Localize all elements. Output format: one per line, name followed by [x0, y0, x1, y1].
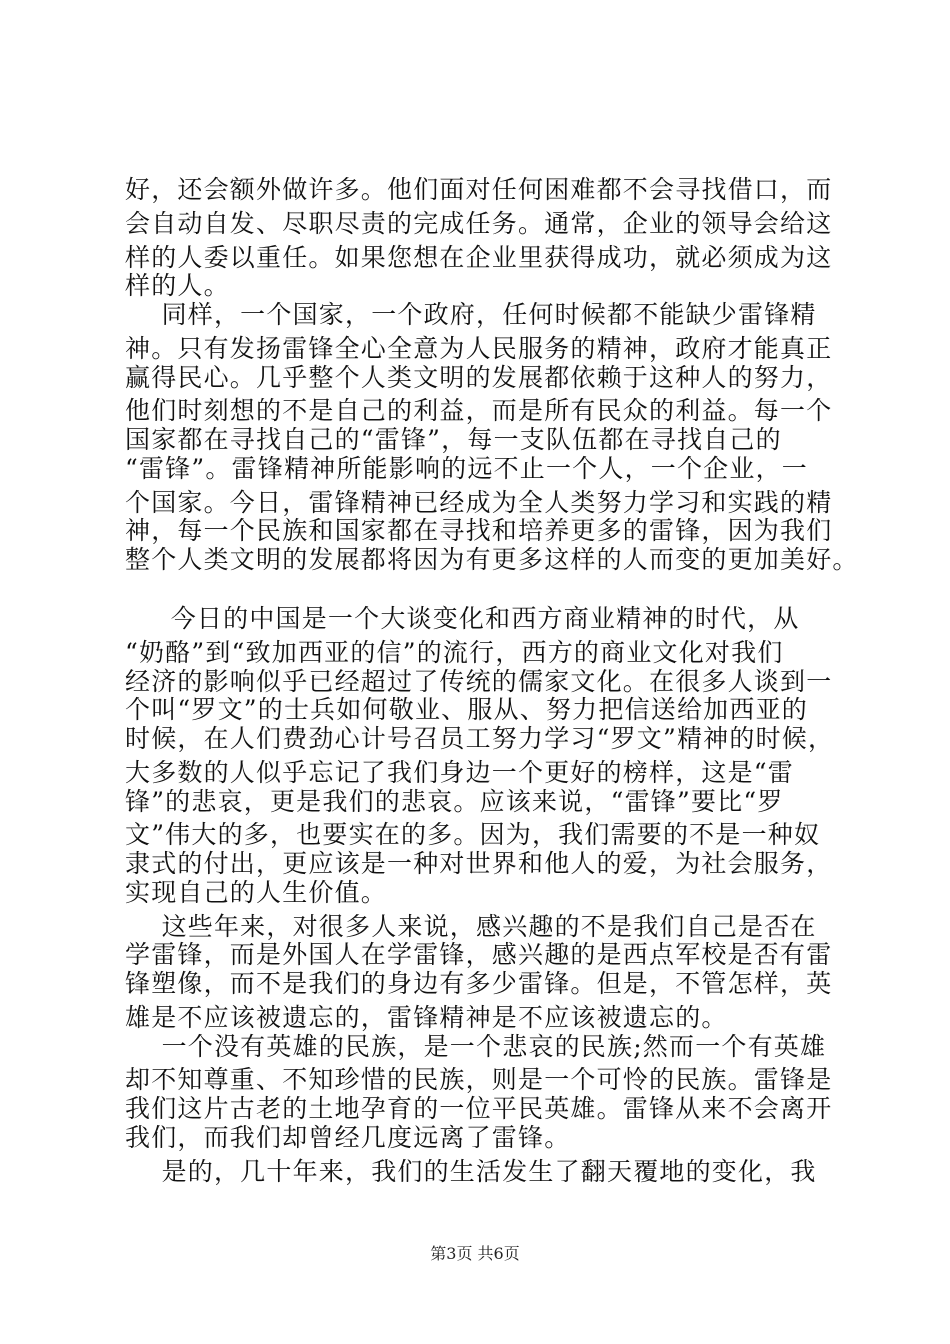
- text-line: 样的人委以重任。如果您想在企业里获得成功，就必须成为这: [125, 243, 833, 272]
- text-line: 会自动自发、尽职尽责的完成任务。通常，企业的领导会给这: [125, 209, 833, 238]
- text-line: 我们这片古老的土地孕育的一位平民英雄。雷锋从来不会离开: [125, 1094, 833, 1123]
- text-line: 却不知尊重、不知珍惜的民族，则是一个可怜的民族。雷锋是: [125, 1065, 833, 1094]
- text-line: 个叫“罗文”的士兵如何敬业、服从、努力把信送给加西亚的: [125, 695, 808, 724]
- text-line: 这些年来，对很多人来说，感兴趣的不是我们自己是否在: [125, 912, 817, 941]
- text-line: 文”伟大的多，也要实在的多。因为，我们需要的不是一种奴: [125, 820, 821, 849]
- text-line: 锋塑像，而不是我们的身边有多少雷锋。但是，不管怎样，英: [125, 969, 833, 998]
- text-line: 神，每一个民族和国家都在寻找和培养更多的雷锋，因为我们: [125, 516, 833, 545]
- text-line: 他们时刻想的不是自己的利益，而是所有民众的利益。每一个: [125, 396, 833, 425]
- page-number-footer: 第3页 共6页: [430, 1244, 520, 1263]
- text-line: 个国家。今日，雷锋精神已经成为全人类努力学习和实践的精: [125, 488, 833, 517]
- text-line: 同样，一个国家，一个政府，任何时候都不能缺少雷锋精: [125, 300, 817, 329]
- text-line: 神。只有发扬雷锋全心全意为人民服务的精神，政府才能真正: [125, 334, 833, 363]
- text-line: 时候，在人们费劲心计号召员工努力学习“罗文”精神的时候，: [125, 724, 835, 753]
- text-line: 我们，而我们却曾经几度远离了雷锋。: [125, 1123, 571, 1152]
- text-line: 赢得民心。几乎整个人类文明的发展都依赖于这种人的努力，: [125, 363, 833, 392]
- text-line: “奶酪”到“致加西亚的信”的流行，西方的商业文化对我们: [125, 638, 784, 667]
- text-line: 整个人类文明的发展都将因为有更多这样的人而变的更加美好。: [125, 545, 859, 574]
- text-line: 今日的中国是一个大谈变化和西方商业精神的时代，从: [125, 604, 800, 633]
- text-line: 学雷锋，而是外国人在学雷锋，感兴趣的是西点军校是否有雷: [125, 940, 833, 969]
- text-line: 大多数的人似乎忘记了我们身边一个更好的榜样，这是“雷: [125, 758, 794, 787]
- text-line: 锋”的悲哀，更是我们的悲哀。应该来说，“雷锋”要比“罗: [125, 787, 784, 816]
- text-line: 雄是不应该被遗忘的，雷锋精神是不应该被遗忘的。: [125, 1003, 728, 1032]
- text-line: 好，还会额外做许多。他们面对任何困难都不会寻找借口，而: [125, 175, 833, 204]
- text-line: “雷锋”。雷锋精神所能影响的远不止一个人，一个企业，一: [125, 454, 808, 483]
- text-line: 国家都在寻找自己的“雷锋”，每一支队伍都在寻找自己的: [125, 425, 782, 454]
- text-line: 一个没有英雄的民族，是一个悲哀的民族;然而一个有英雄: [125, 1032, 827, 1061]
- text-line: 经济的影响似乎已经超过了传统的儒家文化。在很多人谈到一: [125, 667, 833, 696]
- text-line: 实现自己的人生价值。: [125, 878, 388, 907]
- text-line: 是的，几十年来，我们的生活发生了翻天覆地的变化，我: [125, 1157, 817, 1186]
- text-line: 样的人。: [125, 271, 230, 300]
- text-line: 隶式的付出，更应该是一种对世界和他人的爱，为社会服务，: [125, 849, 833, 878]
